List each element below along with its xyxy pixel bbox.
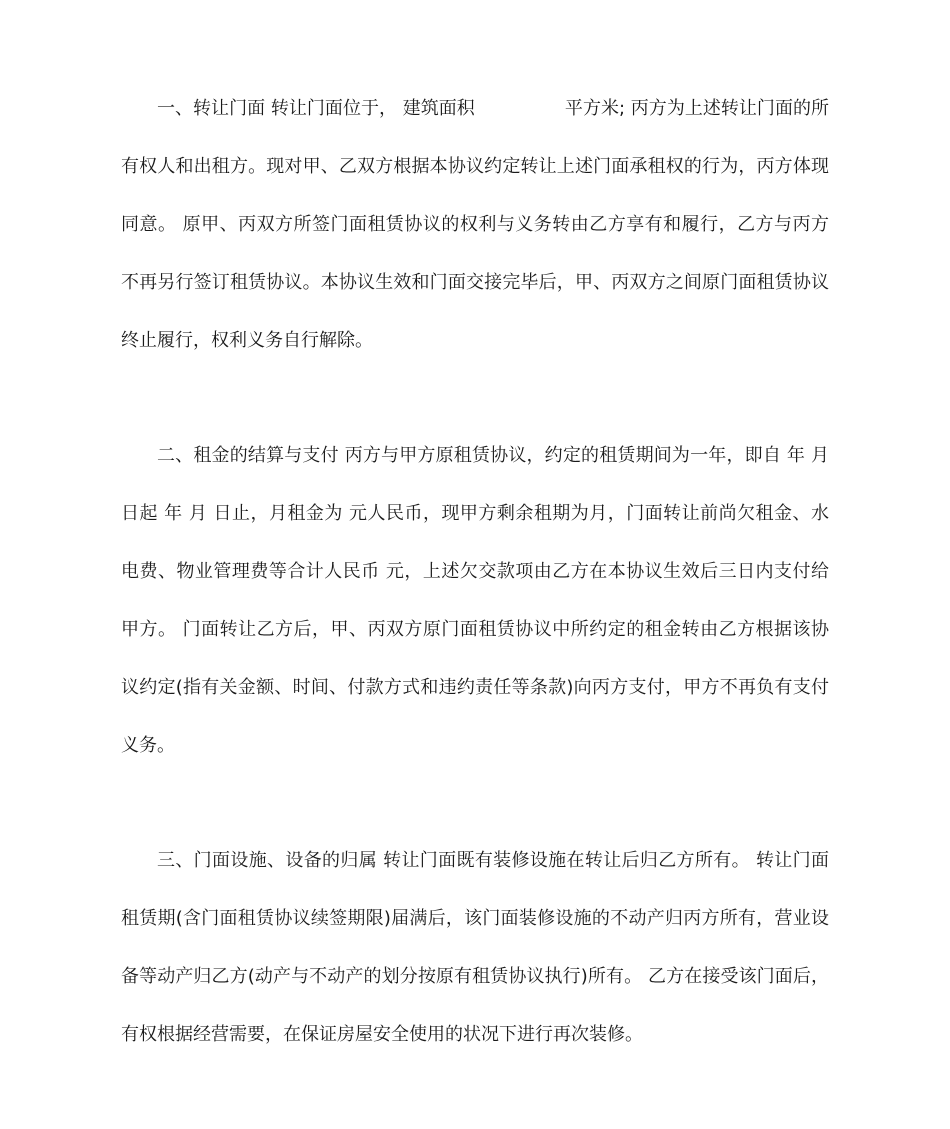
text-line: 有权根据经营需要，在保证房屋安全使用的状况下进行再次装修。 — [121, 1024, 643, 1045]
text-line: 同意。 原甲、丙双方所签门面租赁协议的权利与义务转由乙方享有和履行，乙方与丙方 — [121, 214, 829, 235]
text-line: 终止履行，权利义务自行解除。 — [121, 330, 373, 351]
clause-3-facilities-ownership — [121, 832, 829, 1064]
text-line: 议约定(指有关金额、时间、付款方式和违约责任等条款)向丙方支付，甲方不再负有支付 — [121, 677, 829, 698]
text-line: 有权人和出租方。现对甲、乙双方根据本协议约定转让上述门面承租权的行为，丙方体现 — [121, 156, 829, 177]
text-line: 日起 年 月 日止，月租金为 元人民币，现甲方剩余租期为月，门面转让前尚欠租金、水 — [121, 503, 829, 524]
text-line: 备等动产归乙方(动产与不动产的划分按原有租赁协议执行)所有。 乙方在接受该门面后， — [121, 966, 829, 987]
text-line: 一、转让门面 转让门面位于， 建筑面积 平方米; 丙方为上述转让门面的所 — [157, 98, 829, 119]
text-line: 甲方。 门面转让乙方后，甲、丙双方原门面租赁协议中所约定的租金转由乙方根据该协 — [121, 619, 829, 640]
text-line: 三、门面设施、设备的归属 转让门面既有装修设施在转让后归乙方所有。 转让门面 — [157, 850, 829, 871]
clause-1-transfer-storefront — [121, 80, 829, 370]
text-line: 二、租金的结算与支付 丙方与甲方原租赁协议，约定的租赁期间为一年，即自 年 月 — [157, 445, 829, 466]
text-line: 租赁期(含门面租赁协议续签期限)届满后，该门面装修设施的不动产归丙方所有，营业设 — [121, 908, 829, 929]
clause-2-rent-settlement — [121, 427, 829, 775]
text-line: 不再另行签订租赁协议。本协议生效和门面交接完毕后，甲、丙双方之间原门面租赁协议 — [121, 272, 829, 293]
document-body — [121, 80, 829, 1121]
text-line: 电费、物业管理费等合计人民币 元，上述欠交款项由乙方在本协议生效后三日内支付给 — [121, 561, 829, 582]
text-line: 义务。 — [121, 735, 175, 756]
